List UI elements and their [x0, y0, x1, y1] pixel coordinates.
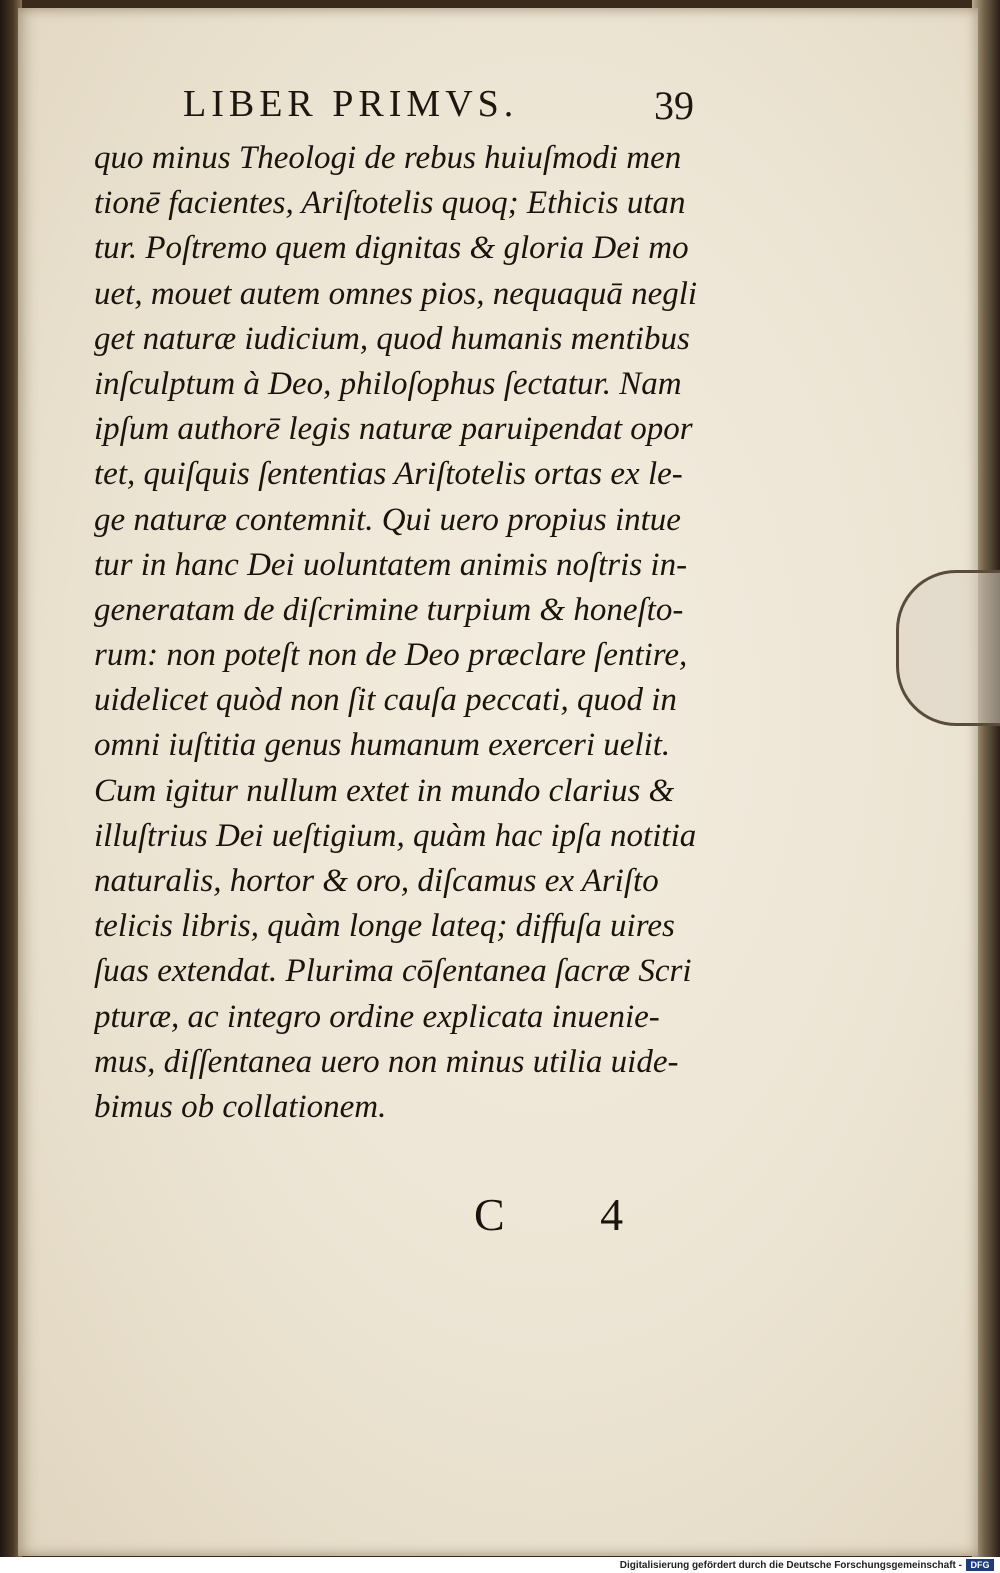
text-line: Cum igitur nullum extet in mundo clarius & [94, 772, 675, 809]
text-line: get naturæ iudicium, quod humanis mentibus [94, 320, 690, 357]
text-line: ſuas extendat. Plurima cōſentanea ſacræ Scri [94, 953, 692, 990]
page-number: 39 [654, 83, 694, 128]
body-text [94, 136, 724, 1130]
text-line: tur. Poſtremo quem dignitas & gloria Dei mo [94, 230, 689, 267]
text-line: generatam de diſcrimine turpium & honeſto- [94, 591, 684, 628]
text-line: telicis libris, quàm longe lateq; diffuſa uires [94, 908, 675, 945]
signature-mark: C 4 [474, 1189, 666, 1240]
text-line: tionē facientes, Ariſtotelis quoq; Ethicis utan [94, 185, 686, 222]
book-page [18, 8, 978, 1556]
text-line: tur in hanc Dei uoluntatem animis noſtris in- [94, 546, 688, 583]
text-line: naturalis, hortor & oro, diſcamus ex Ariſto [94, 863, 659, 899]
text-line: mus, diſſentanea uero non minus utilia uide- [94, 1043, 679, 1080]
text-line: ipſum authorē legis naturæ paruipendat opor [94, 411, 693, 448]
text-line: quo minus Theologi de rebus huiuſmodi men [94, 140, 682, 176]
text-line: inſculptum à Deo, philoſophus ſectatur. Nam [94, 365, 682, 402]
running-head: LIBER PRIMVS. [183, 83, 519, 125]
text-line: rum: non poteſt non de Deo præclare ſentire, [94, 637, 688, 674]
footer-bar [0, 1557, 1000, 1573]
text-line: tet, quiſquis ſententias Ariſtotelis ortas ex le- [94, 456, 683, 493]
dfg-logo: DFG [966, 1559, 994, 1571]
text-line: uet, mouet autem omnes pios, nequaquā negli [94, 275, 698, 312]
text-line: ge naturæ contemnit. Qui uero propius intue [94, 501, 681, 538]
text-line: pturæ, ac integro ordine explicata inuenie- [94, 998, 660, 1035]
page-tab-marker [896, 570, 1000, 726]
text-line: omni iuſtitia genus humanum exerceri uelit. [94, 727, 671, 764]
text-line: illuſtrius Dei ueſtigium, quàm hac ipſa notitia [94, 817, 697, 854]
text-line: uidelicet quòd non ſit cauſa peccati, quod in [94, 682, 677, 719]
text-line: bimus ob collationem. [94, 1088, 387, 1125]
footer-credit: Digitalisierung gefördert durch die Deutsche Forschungsgemeinschaft - [619, 1560, 962, 1571]
